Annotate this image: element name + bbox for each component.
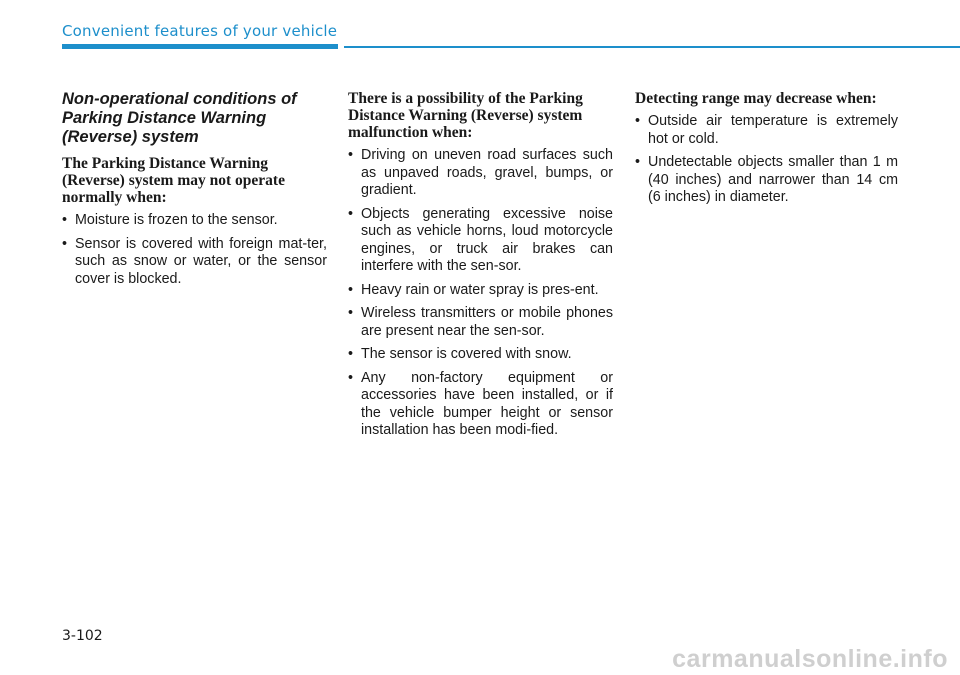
page-header-title: Convenient features of your vehicle: [62, 22, 338, 40]
bullet-icon: •: [62, 212, 68, 228]
list-item: • Wireless transmitters or mobile phones are present near the sen-sor.: [348, 305, 613, 339]
list-item: • Heavy rain or water spray is pres-ent.: [348, 281, 599, 298]
list-item: • Any non-factory equipment or accessories have been installed, or if the vehicle bumper height or sensor installation has been modi-fied.: [348, 369, 613, 438]
column-3: [635, 90, 898, 213]
subheading: There is a possibility of the Parking Distance Warning (Reverse) system malfunction when:: [348, 90, 583, 141]
list-item: • Driving on uneven road surfaces such as unpaved roads, gravel, bumps, or gradient.: [348, 147, 613, 198]
header-accent-bar: [62, 44, 338, 49]
page-number: 3-102: [62, 628, 103, 644]
header-rule: [344, 46, 960, 48]
bullet-list: [348, 147, 613, 440]
bullet-list: [62, 212, 327, 288]
bullet-icon: •: [348, 205, 354, 222]
subheading: Detecting range may decrease when:: [635, 90, 877, 107]
bullet-icon: •: [348, 281, 354, 298]
section-title: Non-operational conditions of Parking Distance Warning (Reverse) system: [62, 90, 297, 146]
column-1: [62, 90, 327, 294]
list-item: • Objects generating excessive noise such as vehicle horns, loud motorcycle engines, or truck air brakes can interfere with the sen-sor.: [348, 205, 613, 274]
list-item: • Undetectable objects smaller than 1 m (40 inches) and narrower than 14 cm (6 inches) in diameter.: [635, 154, 898, 205]
bullet-icon: •: [635, 113, 641, 129]
bullet-list: [635, 113, 898, 207]
subheading: The Parking Distance Warning (Reverse) system may not operate normally when:: [62, 155, 285, 206]
bullet-icon: •: [62, 235, 68, 252]
watermark: carmanualsonline.info: [672, 645, 948, 673]
bullet-icon: •: [348, 305, 354, 321]
column-2: [348, 90, 613, 446]
list-item: • Moisture is frozen to the sensor.: [62, 212, 278, 228]
bullet-icon: •: [348, 147, 354, 163]
bullet-icon: •: [635, 154, 641, 170]
bullet-icon: •: [348, 369, 354, 386]
list-item: • Outside air temperature is extremely hot or cold.: [635, 113, 898, 147]
bullet-icon: •: [348, 346, 354, 362]
list-item: • Sensor is covered with foreign mat-ter, such as snow or water, or the sensor cover is blocked.: [62, 235, 327, 287]
list-item: • The sensor is covered with snow.: [348, 346, 572, 362]
